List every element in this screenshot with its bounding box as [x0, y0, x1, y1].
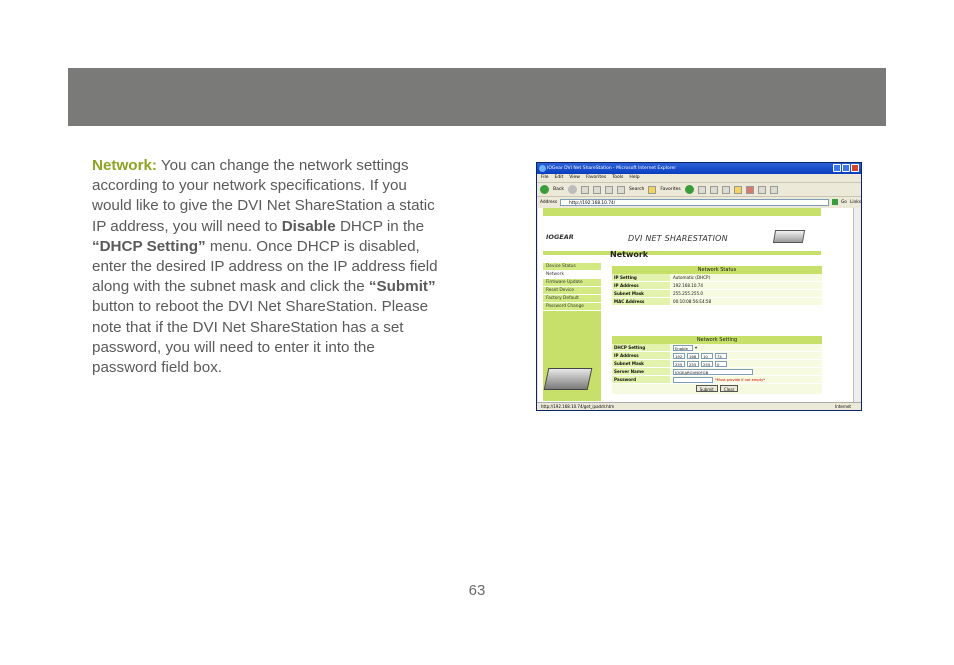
search-label[interactable]: Search [628, 187, 645, 192]
home-icon[interactable] [605, 186, 613, 194]
ip-octet-1[interactable]: 192 [673, 353, 685, 359]
browser-titlebar [537, 163, 861, 174]
address-bar [537, 197, 861, 207]
table-row [612, 298, 822, 306]
table-row [612, 344, 822, 352]
mask-label: Subnet Mask [612, 360, 670, 367]
messenger-icon[interactable] [770, 186, 778, 194]
dhcp-select[interactable]: Enable [673, 345, 693, 351]
menu-favorites[interactable]: Favorites [585, 175, 607, 180]
maximize-icon[interactable] [842, 164, 850, 172]
table-row [612, 376, 822, 384]
ie-icon [539, 165, 546, 172]
divider-strip [543, 251, 821, 255]
side-item-reset-device[interactable]: Reset Device [543, 287, 601, 295]
mask-octet-4[interactable]: 0 [715, 361, 727, 367]
ip-label: IP Address [612, 352, 670, 359]
network-heading: Network: [92, 157, 157, 174]
row-key: IP Setting [612, 274, 670, 281]
close-icon[interactable] [851, 164, 859, 172]
ip-octet-4[interactable]: 74 [715, 353, 727, 359]
password-cell [670, 376, 822, 383]
links-label[interactable]: Links [849, 199, 861, 205]
row-value: 192.168.10.74 [670, 282, 822, 289]
iogear-logo: IOGEAR [546, 233, 574, 241]
password-label: Password [612, 376, 670, 383]
row-key: IP Address [612, 282, 670, 289]
bold-dhcp-setting: “DHCP Setting” [92, 237, 206, 255]
dhcp-cell [670, 344, 822, 351]
network-setting-table [612, 336, 822, 394]
body-text-1: You can change the network settings according to your network specifications. If you would like to give the DVI Net ShareStation a static IP address, you will need to [92, 157, 435, 235]
ip-octet-2[interactable]: 168 [687, 353, 699, 359]
body-text-2: DHCP in the [335, 217, 425, 235]
row-key: MAC Address [612, 298, 670, 305]
window-controls [833, 164, 859, 172]
web-page-viewport [538, 208, 854, 403]
side-device-image [544, 368, 593, 390]
status-text: http://192.168.10.74/get_ipaddr.htm [541, 404, 615, 409]
zone-text: Internet [835, 404, 851, 409]
table-row [612, 282, 822, 290]
row-value: 255.255.255.0 [670, 290, 822, 297]
mask-cell [670, 360, 822, 367]
favorites-label[interactable]: Favorites [660, 187, 681, 192]
side-item-firmware-update[interactable]: Firmware Update [543, 279, 601, 287]
discuss-icon[interactable] [758, 186, 766, 194]
top-strip [543, 208, 821, 216]
page-heading: Network [610, 250, 649, 259]
print-icon[interactable] [722, 186, 730, 194]
password-input[interactable] [673, 377, 713, 383]
row-key: Subnet Mask [612, 290, 670, 297]
favorites-icon[interactable] [648, 186, 656, 194]
bold-submit: “Submit” [368, 278, 436, 296]
side-item-network[interactable]: Network [543, 271, 601, 279]
brand-title: DVI NET SHARESTATION [628, 234, 728, 243]
submit-button[interactable]: Submit [696, 385, 718, 392]
mail-icon[interactable] [710, 186, 718, 194]
mask-octet-2[interactable]: 255 [687, 361, 699, 367]
browser-menubar [537, 174, 861, 182]
body-text-3: menu. Once DHCP is disabled, enter the desired IP address on the IP address field along with the subnet mask and click the [92, 237, 438, 296]
menu-edit[interactable]: Edit [554, 175, 564, 180]
server-name-input[interactable]: IOGEARGVN0FGB [673, 369, 753, 375]
ip-octet-3[interactable]: 10 [701, 353, 713, 359]
window-title: IOGear DVI Net ShareStation - Microsoft Internet Explorer [547, 166, 677, 171]
vertical-scrollbar[interactable] [853, 208, 860, 403]
header-band [68, 68, 886, 126]
go-icon[interactable] [832, 199, 838, 205]
minimize-icon[interactable] [833, 164, 841, 172]
mask-octet-3[interactable]: 255 [701, 361, 713, 367]
table-row [612, 274, 822, 282]
setting-table-title: Network Setting [612, 336, 822, 344]
menu-help[interactable]: Help [629, 175, 640, 180]
body-paragraph [92, 156, 444, 378]
search-icon[interactable] [617, 186, 625, 194]
address-label: Address [540, 199, 558, 205]
row-value: 00:10:08:56:E4:58 [670, 298, 822, 305]
form-buttons [612, 384, 822, 394]
menu-tools[interactable]: Tools [612, 175, 624, 180]
browser-toolbar [537, 182, 861, 197]
address-input[interactable]: http://192.168.10.74/ [560, 199, 829, 206]
password-note: *Must provide if not empty* [715, 378, 765, 382]
browser-screenshot [536, 162, 862, 411]
ip-cell [670, 352, 822, 359]
dhcp-label: DHCP Setting [612, 344, 670, 351]
table-row [612, 360, 822, 368]
browser-statusbar [537, 402, 861, 410]
side-item-password-change[interactable]: Password Change [543, 303, 601, 311]
status-table-title: Network Status [612, 266, 822, 274]
device-image [773, 230, 805, 243]
go-label[interactable]: Go [840, 199, 847, 205]
folder-icon[interactable] [734, 186, 742, 194]
menu-view[interactable]: View [569, 175, 580, 180]
history-icon[interactable] [698, 186, 706, 194]
server-cell [670, 368, 822, 375]
stop-icon[interactable] [581, 186, 589, 194]
side-menu [543, 263, 601, 311]
table-row [612, 290, 822, 298]
page-number: 63 [468, 582, 486, 599]
side-item-device-status[interactable]: Device Status [543, 263, 601, 271]
back-icon[interactable] [540, 185, 549, 194]
back-label[interactable]: Back [553, 187, 564, 192]
forward-icon[interactable] [568, 185, 577, 194]
refresh-icon[interactable] [593, 186, 601, 194]
mask-octet-1[interactable]: 255 [673, 361, 685, 367]
row-value: Automatic (DHCP) [670, 274, 822, 281]
table-row [612, 368, 822, 376]
chevron-down-icon[interactable]: ▾ [695, 345, 698, 350]
clear-button[interactable]: Clear [720, 385, 738, 392]
server-label: Server Name [612, 368, 670, 375]
body-text-4: button to reboot the DVI Net ShareStation. Please note that if the DVI Net ShareStation has a set password, you will need to enter it into the password field box. [92, 298, 429, 377]
table-row [612, 352, 822, 360]
side-item-factory-default[interactable]: Factory Default [543, 295, 601, 303]
bold-disable: Disable [281, 217, 336, 235]
edit-icon[interactable] [746, 186, 754, 194]
menu-file[interactable]: File [541, 175, 549, 180]
network-status-table [612, 266, 822, 306]
media-icon[interactable] [685, 185, 694, 194]
